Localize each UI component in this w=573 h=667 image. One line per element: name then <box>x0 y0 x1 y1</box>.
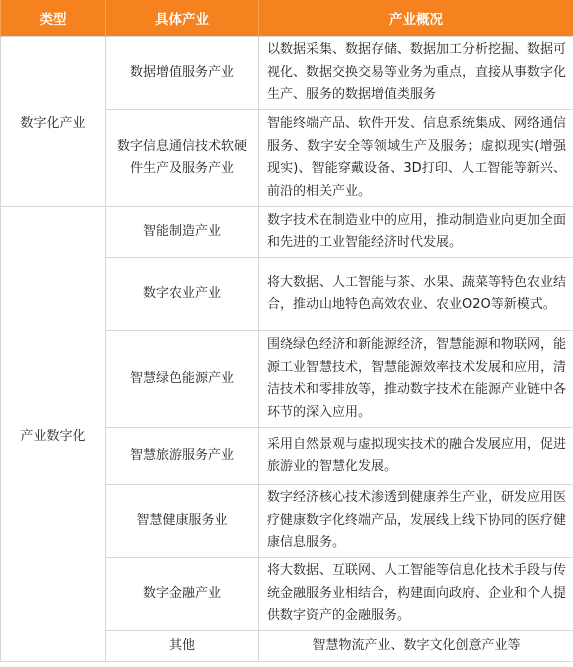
overview-cell: 数字经济核心技术渗透到健康养生产业，研发应用医疗健康数字化终端产品，发展线上线下协同的医疗健康信息服务。 <box>259 485 573 558</box>
overview-cell: 智慧物流产业、数字文化创意产业等 <box>259 631 573 662</box>
overview-cell: 围绕绿色经济和新能源经济，智慧能源和物联网，能源工业智慧技术，智慧能源效率技术发展和应用，清洁技术和零排放等，推动数字技术在能源产业链中各环节的深入应用。 <box>259 331 573 428</box>
header-industry: 具体产业 <box>106 0 259 37</box>
table-row <box>1 207 573 258</box>
overview-cell: 将大数据、互联网、人工智能等信息化技术手段与传统金融服务业相结合，构建面向政府、企业和个人提供数字资产的金融服务。 <box>259 558 573 631</box>
overview-cell: 智能终端产品、软件开发、信息系统集成、网络通信服务、数字安全等领域生产及服务；虚拟现实(增强现实)、智能穿戴设备、3D打印、人工智能等新兴、前沿的相关产业。 <box>259 110 573 207</box>
industry-cell: 数字金融产业 <box>106 558 259 631</box>
type-cell-digital-industry: 数字化产业 <box>1 37 106 207</box>
industry-cell: 智慧健康服务业 <box>106 485 259 558</box>
header-type: 类型 <box>1 0 106 37</box>
overview-cell: 数字技术在制造业中的应用，推动制造业向更加全面和先进的工业智能经济时代发展。 <box>259 207 573 258</box>
industry-cell: 数字农业产业 <box>106 258 259 331</box>
industry-cell: 智能制造产业 <box>106 207 259 258</box>
overview-cell: 将大数据、人工智能与茶、水果、蔬菜等特色农业结合，推动山地特色高效农业、农业O2O等新模式。 <box>259 258 573 331</box>
industry-cell: 数据增值服务产业 <box>106 37 259 110</box>
industry-cell: 智慧旅游服务产业 <box>106 428 259 485</box>
industry-cell: 智慧绿色能源产业 <box>106 331 259 428</box>
table-row <box>1 37 573 110</box>
header-overview: 产业概况 <box>259 0 573 37</box>
table-header-row <box>1 0 573 37</box>
industry-cell: 其他 <box>106 631 259 662</box>
industry-cell: 数字信息通信技术软硬件生产及服务产业 <box>106 110 259 207</box>
type-cell-industry-digitalization: 产业数字化 <box>1 207 106 662</box>
overview-cell: 采用自然景观与虚拟现实技术的融合发展应用，促进旅游业的智慧化发展。 <box>259 428 573 485</box>
overview-cell: 以数据采集、数据存储、数据加工分析挖掘、数据可视化、数据交换交易等业务为重点，直接从事数字化生产、服务的数据增值类服务 <box>259 37 573 110</box>
